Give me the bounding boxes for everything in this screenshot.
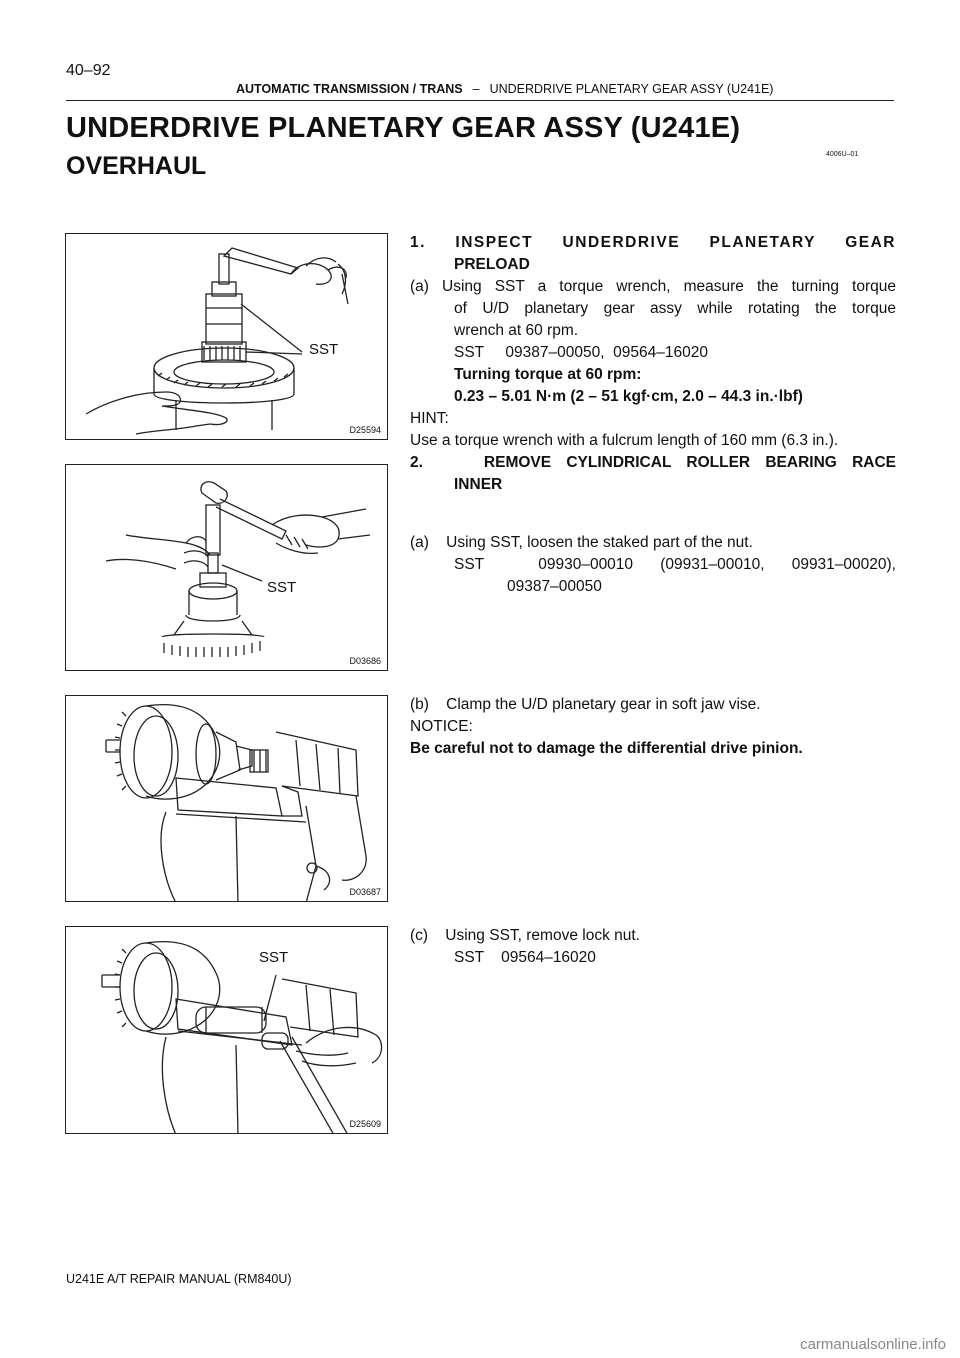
- step-1a-spec-value: 0.23 – 5.01 N·m (2 – 51 kgf·cm, 2.0 – 44.3 in.·lbf): [454, 388, 803, 405]
- step-1a-line1: (a) Using SST a torque wrench, measure the turning torque: [410, 278, 896, 295]
- figure-remove-lock-nut: [65, 926, 388, 1134]
- hint: [410, 408, 896, 452]
- figure-loosen-staked-nut: [65, 464, 388, 671]
- figure-id: D25594: [349, 425, 381, 435]
- step-2a-sst-line2: 09387–00050: [507, 578, 602, 595]
- hint-text: Use a torque wrench with a fulcrum length of 160 mm (6.3 in.).: [410, 432, 839, 449]
- footer: U241E A/T REPAIR MANUAL (RM840U): [66, 1272, 292, 1286]
- figure-id: D03687: [349, 887, 381, 897]
- step-2a-line1: (a) Using SST, loosen the staked part of the nut.: [410, 534, 753, 551]
- header-subsection: UNDERDRIVE PLANETARY GEAR ASSY (U241E): [489, 82, 774, 96]
- step-2-heading-line1: 2. REMOVE CYLINDRICAL ROLLER BEARING RACE: [410, 454, 896, 471]
- figure-label-sst: SST: [267, 579, 297, 596]
- running-header: [236, 82, 773, 96]
- step-1-heading-line1: 1. INSPECT UNDERDRIVE PLANETARY GEAR: [410, 234, 896, 251]
- step-1-heading-line2: PRELOAD: [454, 256, 530, 273]
- step-2a-sst-line1: SST 09930–00010 (09931–00010, 09931–00020),: [454, 556, 896, 573]
- figure-torque-check: [65, 233, 388, 440]
- step-2c-sst: SST 09564–16020: [454, 949, 596, 966]
- step-1a-line2: of U/D planetary gear assy while rotating the torque: [454, 300, 896, 317]
- torque-wrench-illustration: [66, 234, 388, 440]
- notice-text: Be careful not to damage the differential drive pinion.: [410, 740, 803, 757]
- step-1a-spec-label: Turning torque at 60 rpm:: [454, 366, 642, 383]
- figure-id: D25609: [349, 1119, 381, 1129]
- step-2-heading: [410, 452, 896, 496]
- step-1a-sst: SST 09387–00050, 09564–16020: [454, 344, 708, 361]
- page-number: 40–92: [66, 62, 111, 79]
- step-1a-line3: wrench at 60 rpm.: [454, 322, 579, 339]
- figure-label-sst: SST: [309, 341, 339, 358]
- page-subtitle: OVERHAUL: [66, 152, 207, 180]
- step-1a: [410, 276, 896, 408]
- header-separator: –: [472, 82, 480, 96]
- hint-label: HINT:: [410, 410, 449, 427]
- step-2a: [410, 532, 896, 598]
- notice-label: NOTICE:: [410, 718, 473, 735]
- step-2b: [410, 694, 896, 760]
- step-2-heading-line2: INNER: [454, 476, 503, 493]
- header-rule: [66, 100, 894, 101]
- step-1-heading: [410, 232, 896, 276]
- figure-label-sst: SST: [259, 949, 289, 966]
- figure-clamp-vise: [65, 695, 388, 902]
- step-2c: [410, 925, 896, 969]
- watermark: carmanualsonline.info: [800, 1336, 946, 1353]
- lock-nut-removal-illustration: [66, 927, 388, 1134]
- step-2b-text: (b) Clamp the U/D planetary gear in soft jaw vise.: [410, 696, 761, 713]
- header-section: AUTOMATIC TRANSMISSION / TRANS: [236, 82, 463, 96]
- vise-clamp-illustration: [66, 696, 388, 902]
- figure-id: D03686: [349, 656, 381, 666]
- hammer-sst-illustration: [66, 465, 388, 671]
- document-code: 4006U–01: [826, 151, 859, 158]
- page-title: UNDERDRIVE PLANETARY GEAR ASSY (U241E): [66, 112, 741, 144]
- step-2c-text: (c) Using SST, remove lock nut.: [410, 927, 640, 944]
